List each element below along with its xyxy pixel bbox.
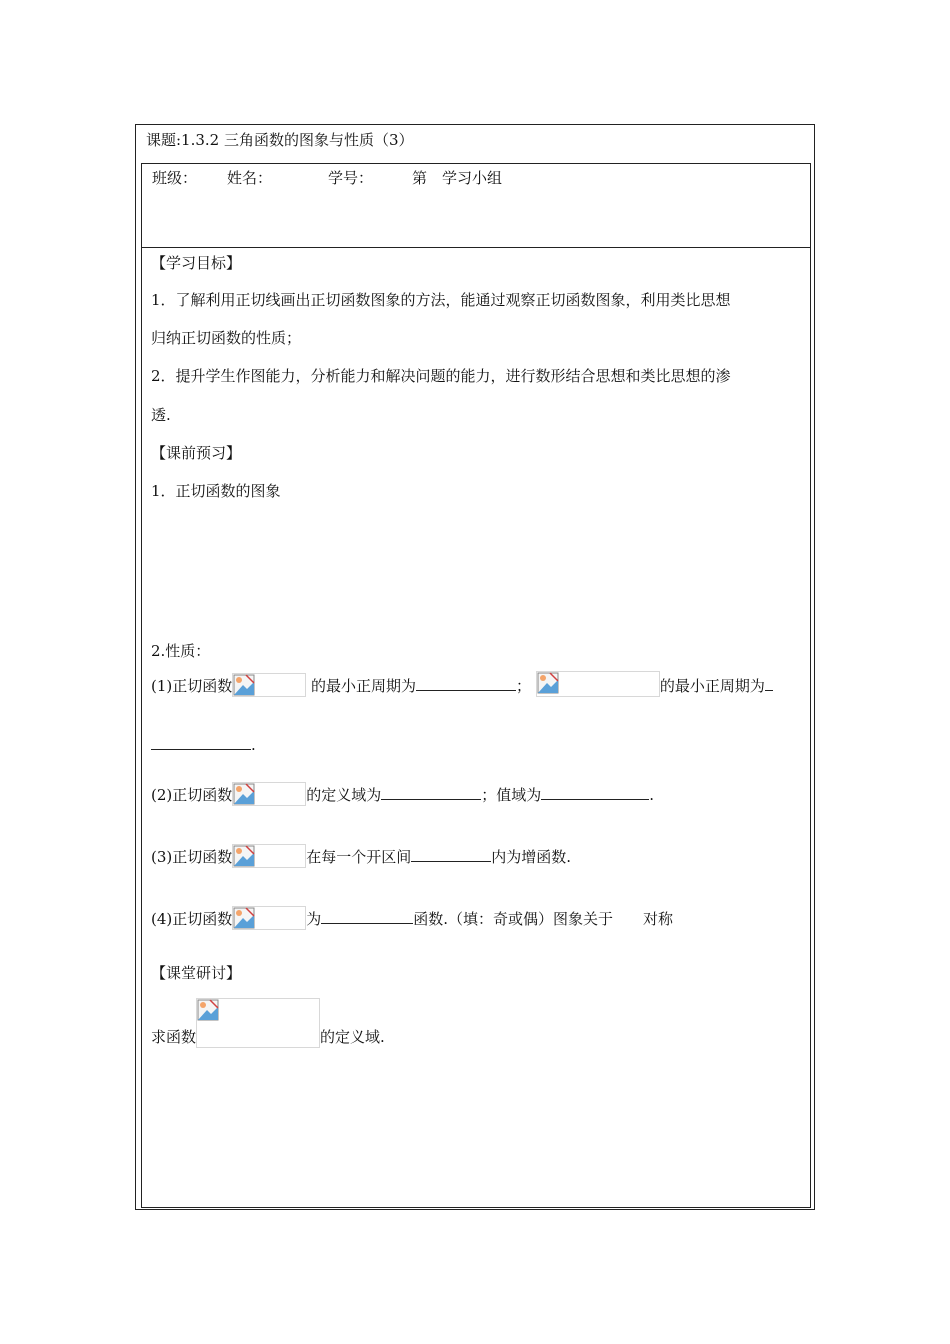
property-2-text-d: .: [649, 786, 655, 804]
goal-1-line-2: 归纳正切函数的性质；: [151, 329, 302, 347]
worksheet-frame: [135, 124, 815, 1210]
formula-image: [536, 671, 660, 697]
broken-image-icon: [537, 672, 559, 694]
property-3-text-c: 内为增函数.: [491, 848, 572, 866]
property-1-text-e: .: [251, 736, 256, 754]
class-label: 班级：: [152, 169, 198, 187]
broken-image-icon: [233, 674, 255, 696]
answer-blank: [411, 847, 491, 862]
number-label: 学号：: [328, 169, 374, 187]
formula-image: [232, 844, 306, 868]
property-1-prefix: (1)正切函数: [151, 677, 233, 695]
page-title: 课题:1.3.2 三角函数的图象与性质（3）: [146, 131, 414, 149]
preview-item-1: 1．正切函数的图象: [151, 482, 281, 500]
question-prefix: 求函数: [151, 1028, 197, 1046]
answer-blank: [765, 676, 773, 691]
property-2: [151, 782, 654, 806]
property-1: [151, 671, 773, 697]
property-1-text-c: ；: [516, 677, 532, 695]
answer-blank: [151, 735, 251, 750]
property-3-prefix: (3)正切函数: [151, 848, 233, 866]
property-1-text-d: 的最小正周期为: [659, 677, 765, 695]
broken-image-icon: [233, 845, 255, 867]
property-2-text-b: 的定义域为: [306, 786, 382, 804]
property-4-prefix: (4)正切函数: [151, 910, 233, 928]
group-suffix: 学习小组: [442, 169, 503, 187]
property-4-text-b: 为: [306, 910, 322, 928]
property-1-text-b: 的最小正周期为: [311, 677, 417, 695]
goal-1-line-1: 1．了解利用正切线画出正切函数图象的方法，能通过观察正切函数图象，利用类比思想: [151, 291, 731, 309]
group-prefix: 第: [412, 169, 428, 187]
goals-heading: 【学习目标】: [151, 254, 242, 272]
goal-2-line-1: 2．提升学生作图能力，分析能力和解决问题的能力，进行数形结合思想和类比思想的渗: [151, 367, 731, 385]
answer-blank: [381, 785, 481, 800]
formula-image: [232, 782, 306, 806]
property-4-text-c: 函数.（填：奇或偶）图象关于: [413, 910, 614, 928]
classroom-heading: 【课堂研讨】: [151, 964, 242, 982]
property-4: [151, 906, 673, 930]
answer-blank: [321, 909, 413, 924]
property-3: [151, 844, 571, 868]
property-2-text-c: ；值域为: [481, 786, 542, 804]
property-1-continued: [151, 734, 256, 756]
answer-blank: [541, 785, 649, 800]
question-suffix: 的定义域.: [320, 1028, 385, 1046]
property-3-text-b: 在每一个开区间: [306, 848, 412, 866]
formula-image: [232, 906, 306, 930]
formula-image: [196, 998, 320, 1048]
answer-blank: [416, 676, 516, 691]
broken-image-icon: [233, 783, 255, 805]
student-info-row: [142, 164, 810, 248]
preview-heading: 【课前预习】: [151, 444, 242, 462]
goal-2-line-2: 透.: [151, 406, 171, 424]
formula-image: [232, 673, 306, 697]
classroom-question: [151, 998, 385, 1048]
property-2-prefix: (2)正切函数: [151, 786, 233, 804]
name-label: 姓名：: [227, 169, 273, 187]
preview-item-2: 2.性质：: [151, 642, 211, 660]
broken-image-icon: [197, 999, 219, 1021]
property-4-text-d: 对称: [643, 910, 674, 928]
content-box: [141, 163, 811, 1208]
broken-image-icon: [233, 907, 255, 929]
